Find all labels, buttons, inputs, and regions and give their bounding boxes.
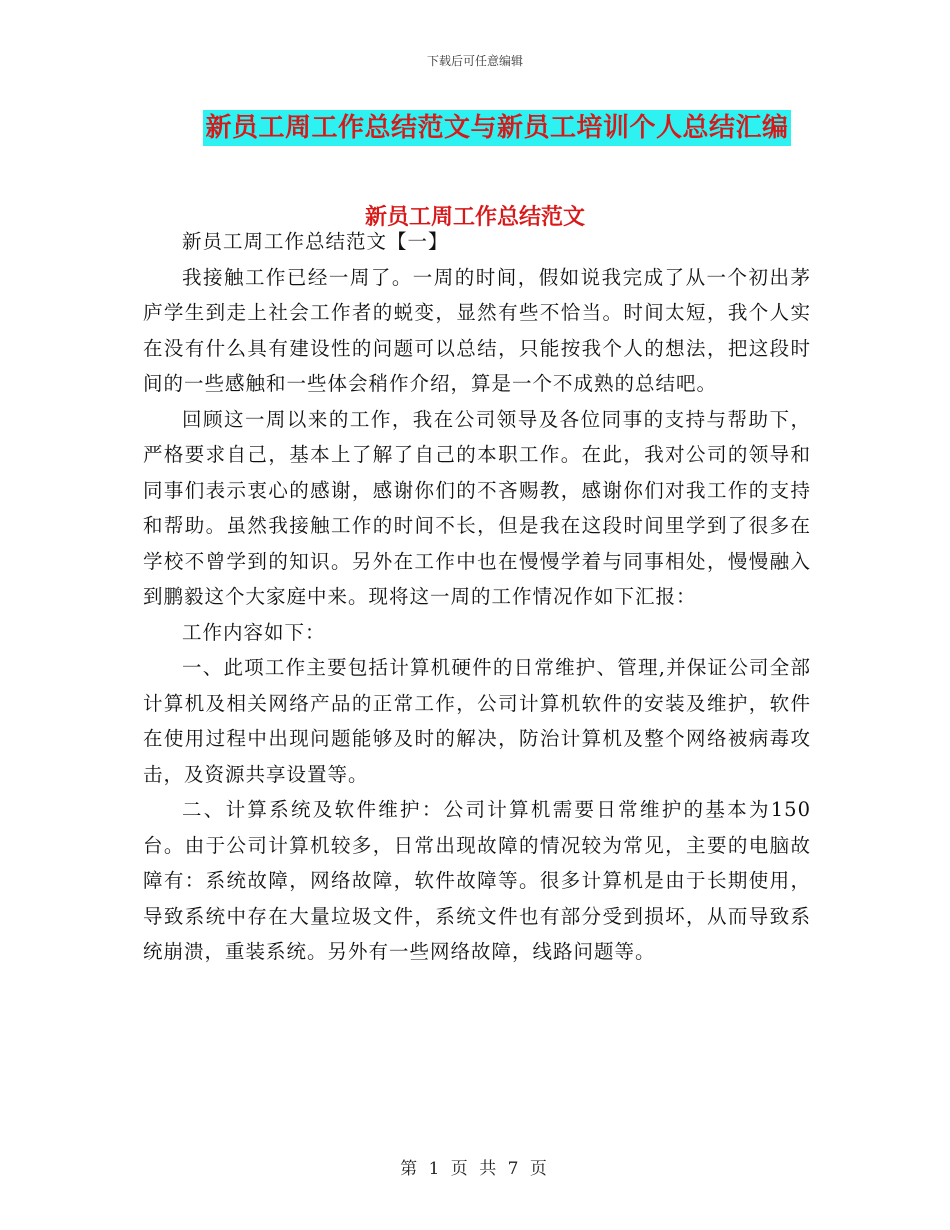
- main-title: [0, 110, 950, 146]
- paragraph: 我接触工作已经一周了。一周的时间，假如说我完成了从一个初出茅庐学生到走上社会工作者的蜕变，显然有些不恰当。时间太短，我个人实在没有什么具有建设性的问题可以总结，只能按我个人的想法，把这段时间的一些感触和一些体会稍作介绍，算是一个不成熟的总结吧。: [143, 265, 811, 395]
- document-body: [143, 220, 811, 970]
- paragraph: 工作内容如下：: [182, 620, 326, 644]
- page-footer: 第 1 页 共 7 页: [400, 1159, 550, 1179]
- paragraph: 新员工周工作总结范文【一】: [182, 230, 449, 253]
- section-title: 新员工周工作总结范文: [364, 205, 585, 230]
- paragraph: 一、此项工作主要包括计算机硬件的日常维护、管理,并保证公司全部计算机及相关网络产品的正常工作，公司计算机软件的安装及维护，软件在使用过程中出现问题能够及时的解决，防治计算机及整个网络被病毒攻击，及资源共享设置等。: [143, 656, 811, 786]
- header-note: 下载后可任意编辑: [426, 54, 523, 68]
- paragraph: 二、计算系统及软件维护：公司计算机需要日常维护的基本为150台。由于公司计算机较多，日常出现故障的情况较为常见，主要的电脑故障有：系统故障，网络故障，软件故障等。很多计算机是由于长期使用，导致系统中存在大量垃圾文件，系统文件也有部分受到损坏，从而导致系统崩溃，重装系统。另外有一些网络故障，线路问题等。: [143, 798, 811, 963]
- paragraph: 回顾这一周以来的工作，我在公司领导及各位同事的支持与帮助下，严格要求自己，基本上了解了自己的本职工作。在此，我对公司的领导和同事们表示衷心的感谢，感谢你们的不吝赐教，感谢你们对我工作的支持和帮助。虽然我接触工作的时间不长，但是我在这段时间里学到了很多在学校不曾学到的知识。另外在工作中也在慢慢学着与同事相处，慢慢融入到鹏毅这个大家庭中来。现将这一周的工作情况作如下汇报：: [143, 407, 811, 608]
- main-title-text: 新员工周工作总结范文与新员工培训个人总结汇编: [203, 110, 790, 146]
